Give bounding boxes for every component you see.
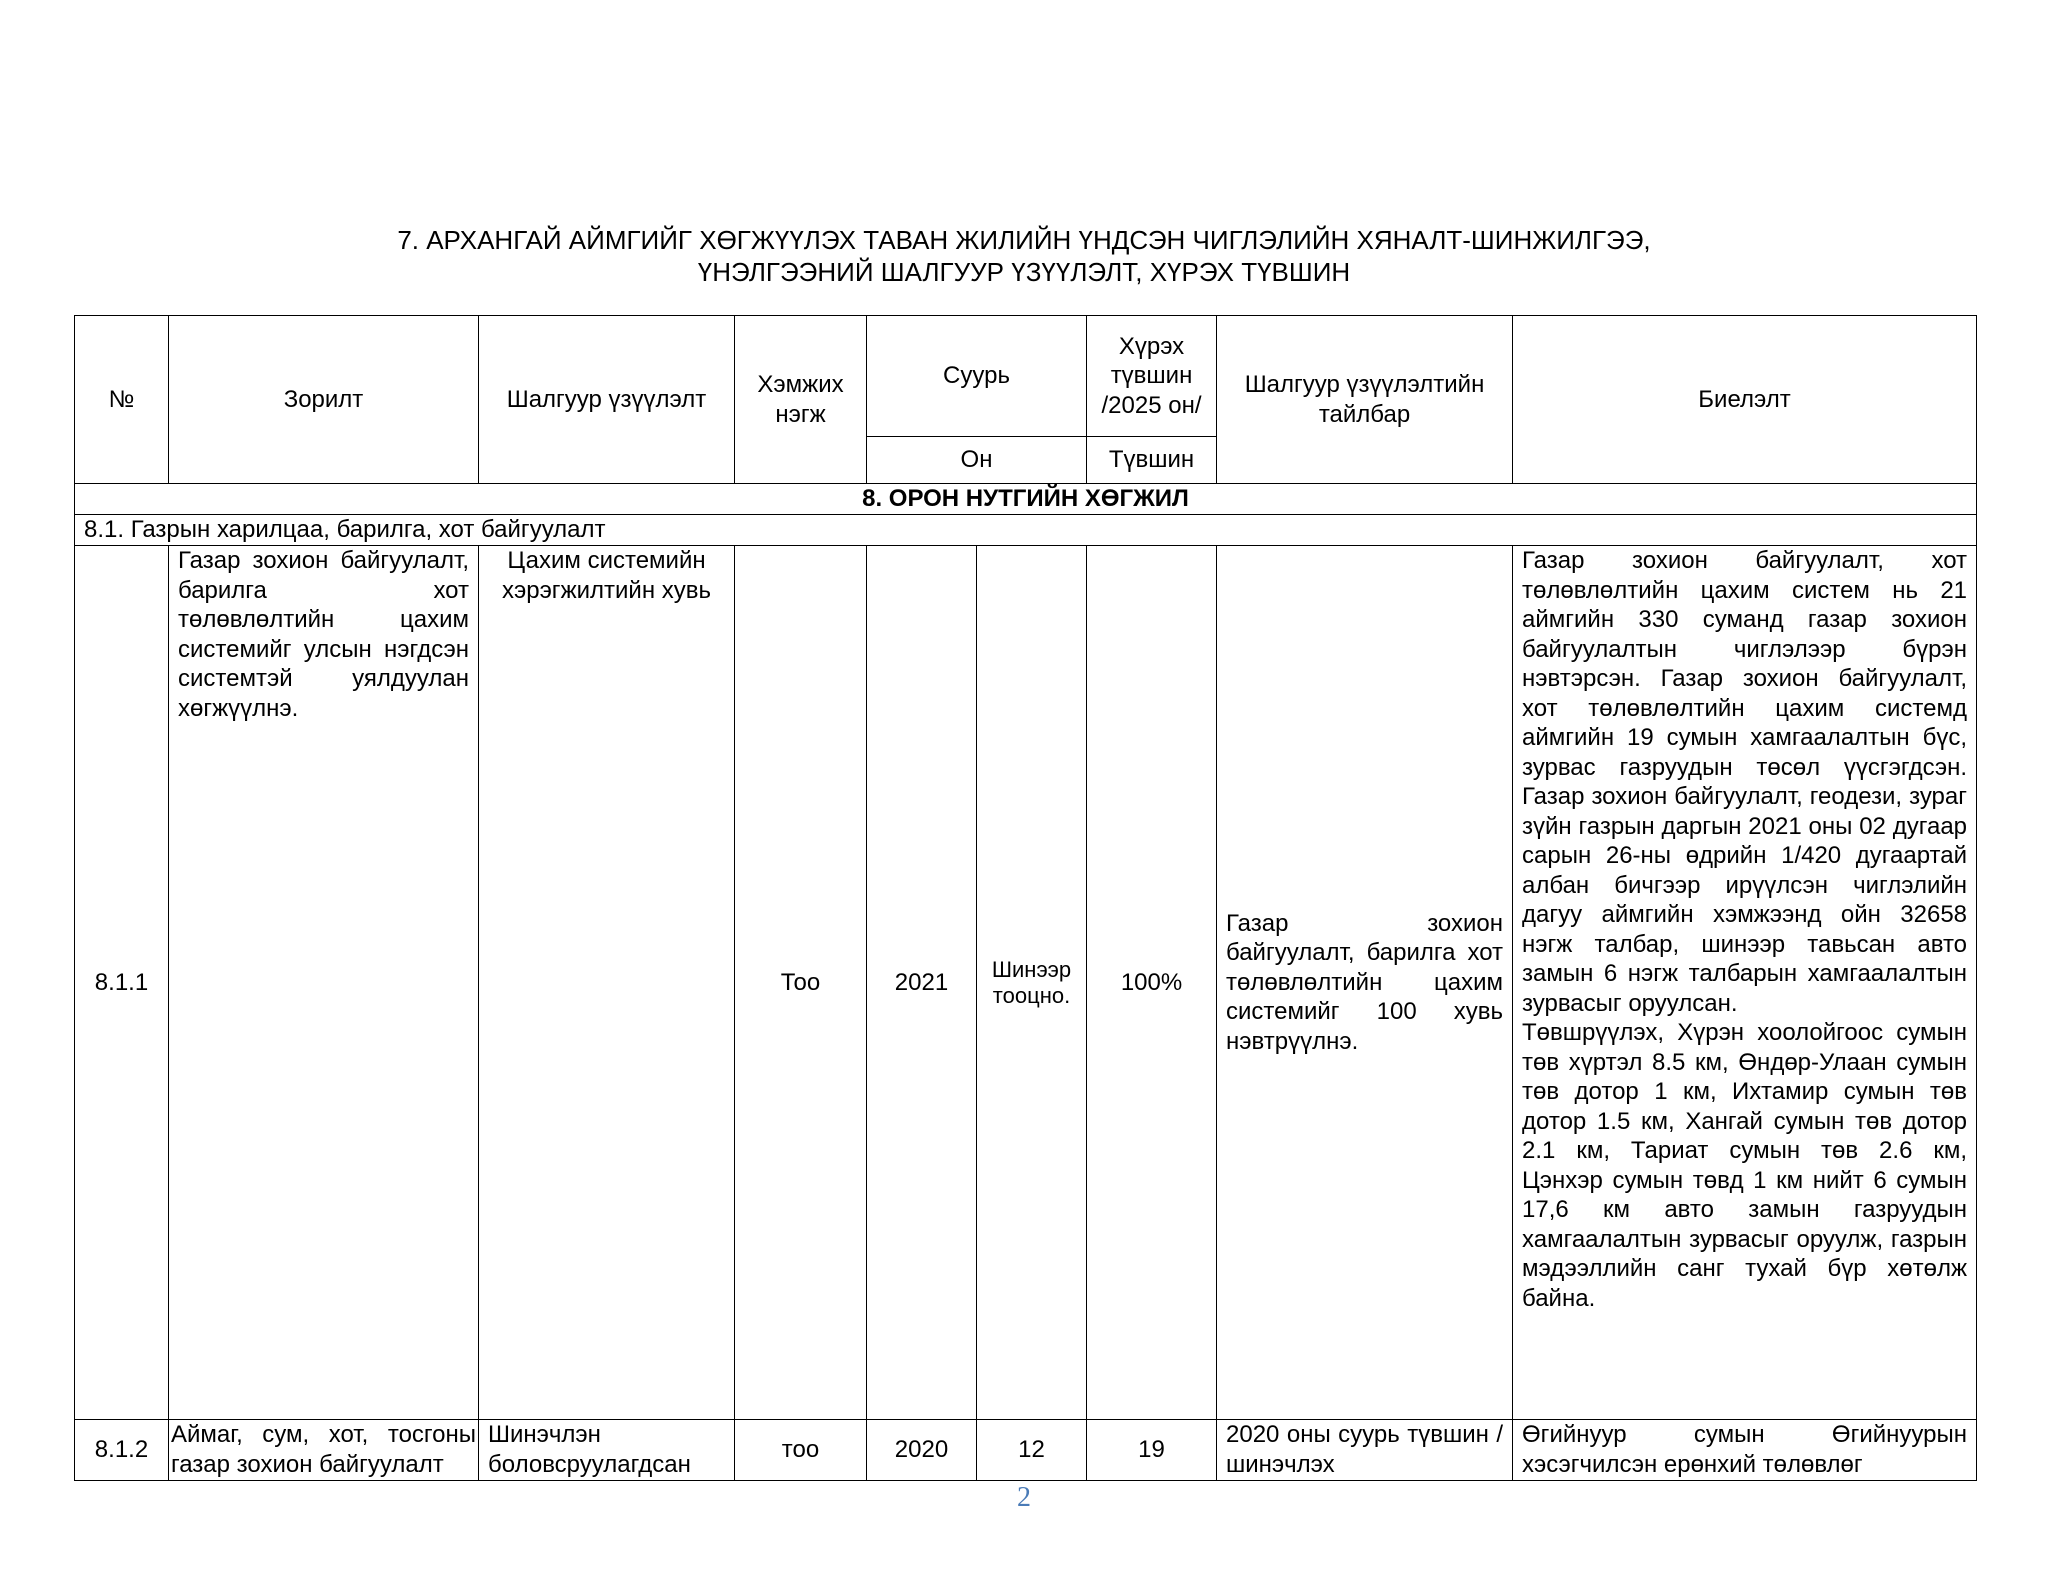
indicator-cell: Цахим системийн хэрэгжилтийн хувь — [479, 546, 735, 1420]
document-title — [0, 224, 2048, 288]
subsection-row — [75, 515, 1977, 546]
header-progress: Биелэлт — [1513, 316, 1977, 484]
section-row — [75, 484, 1977, 515]
progress-cell: Өгийнуур сумын Өгийнуурын хэсэгчилсэн ерөнхий төлөвлөг — [1513, 1420, 1977, 1481]
table-header-row — [75, 316, 1977, 437]
table-row — [75, 546, 1977, 1420]
unit-cell: Тоо — [735, 546, 867, 1420]
baseline-year-cell: 2021 — [867, 546, 977, 1420]
baseline-year-cell: 2020 — [867, 1420, 977, 1481]
header-level: Түвшин — [1087, 437, 1217, 484]
title-line-1: 7. АРХАНГАЙ АЙМГИЙГ ХӨГЖҮҮЛЭХ ТАВАН ЖИЛИЙН ҮНДСЭН ЧИГЛЭЛИЙН ХЯНАЛТ-ШИНЖИЛГЭЭ, — [397, 225, 1651, 255]
header-no: № — [75, 316, 169, 484]
target-cell: 19 — [1087, 1420, 1217, 1481]
goal-cell: Аймаг, сум, хот, тосгоны газар зохион байгуулалт — [169, 1420, 479, 1481]
row-number: 8.1.2 — [75, 1420, 169, 1481]
indicator-cell: Шинэчлэн боловсруулагдсан — [479, 1420, 735, 1481]
header-year: Он — [867, 437, 1087, 484]
indicator-desc-cell: Газар зохион байгуулалт, барилга хот төлөвлөлтийн цахим системийг 100 хувь нэвтрүүлнэ. — [1217, 546, 1513, 1420]
row-number: 8.1.1 — [75, 546, 169, 1420]
progress-cell — [1513, 546, 1977, 1420]
progress-paragraph-1: Газар зохион байгуулалт, хот төлөвлөлтийн цахим систем нь 21 аймгийн 330 суманд газар зохион байгуулалтын чиглэлээр бүрэн нэвтэрсэн. Газар зохион байгуулалт, хот төлөвлөлтийн цахим системд аймгийн 19 сумын хамгаалалтын бүс, зурвас газруудын төсөл үүсгэгдсэн. Газар зохион байгуулалт, геодези, зураг зүйн газрын даргын 2021 оны 02 дугаар сарын 26-ны өдрийн 1/420 дугаартай албан бичгээр ирүүлсэн чиглэлийн дагуу аймгийн хэмжээнд ойн 32658 нэгж талбар, шинээр тавьсан авто замын 6 нэгж талбарын хамгаалалтын зурвасыг оруулсан. — [1522, 547, 1968, 1017]
baseline-level-cell: Шинээр тооцно. — [977, 546, 1087, 1420]
header-unit: Хэмжих нэгж — [735, 316, 867, 484]
header-goal: Зорилт — [169, 316, 479, 484]
subsection-title: 8.1. Газрын харилцаа, барилга, хот байгуулалт — [75, 515, 1977, 546]
goal-cell: Газар зохион байгуулалт, барилга хот төлөвлөлтийн цахим системийг улсын нэгдсэн системтэй уялдуулан хөгжүүлнэ. — [169, 546, 479, 1420]
header-target: Хүрэх түвшин /2025 он/ — [1087, 316, 1217, 437]
title-line-2: ҮНЭЛГЭЭНИЙ ШАЛГУУР ҮЗҮҮЛЭЛТ, ХҮРЭХ ТҮВШИН — [697, 257, 1351, 287]
progress-paragraph-2: Төвшрүүлэх, Хүрэн хоолойгоос сумын төв хүртэл 8.5 км, Өндөр-Улаан сумын төв дотор 1 км, Ихтамир сумын төв дотор 1.5 км, Хангай сумын төв дотор 2.1 км, Тариат сумын төв 2.6 км, Цэнхэр сумын төвд 1 км нийт 6 сумын 17,6 км авто замын газруудын хамгаалалтын зурвасыг оруулж, газрын мэдээллийн санг тухай бүр хөтөлж байна. — [1522, 1019, 1968, 1312]
table-row — [75, 1420, 1977, 1481]
indicator-table — [74, 315, 1977, 1481]
unit-cell: тоо — [735, 1420, 867, 1481]
header-indicator: Шалгуур үзүүлэлт — [479, 316, 735, 484]
indicator-desc-cell: 2020 оны суурь түвшин /шинэчлэх — [1217, 1420, 1513, 1481]
section-title: 8. ОРОН НУТГИЙН ХӨГЖИЛ — [75, 484, 1977, 515]
baseline-level-cell: 12 — [977, 1420, 1087, 1481]
target-cell: 100% — [1087, 546, 1217, 1420]
header-indicator-desc: Шалгуур үзүүлэлтийн тайлбар — [1217, 316, 1513, 484]
page-number: 2 — [1017, 1482, 1031, 1513]
header-baseline: Суурь — [867, 316, 1087, 437]
